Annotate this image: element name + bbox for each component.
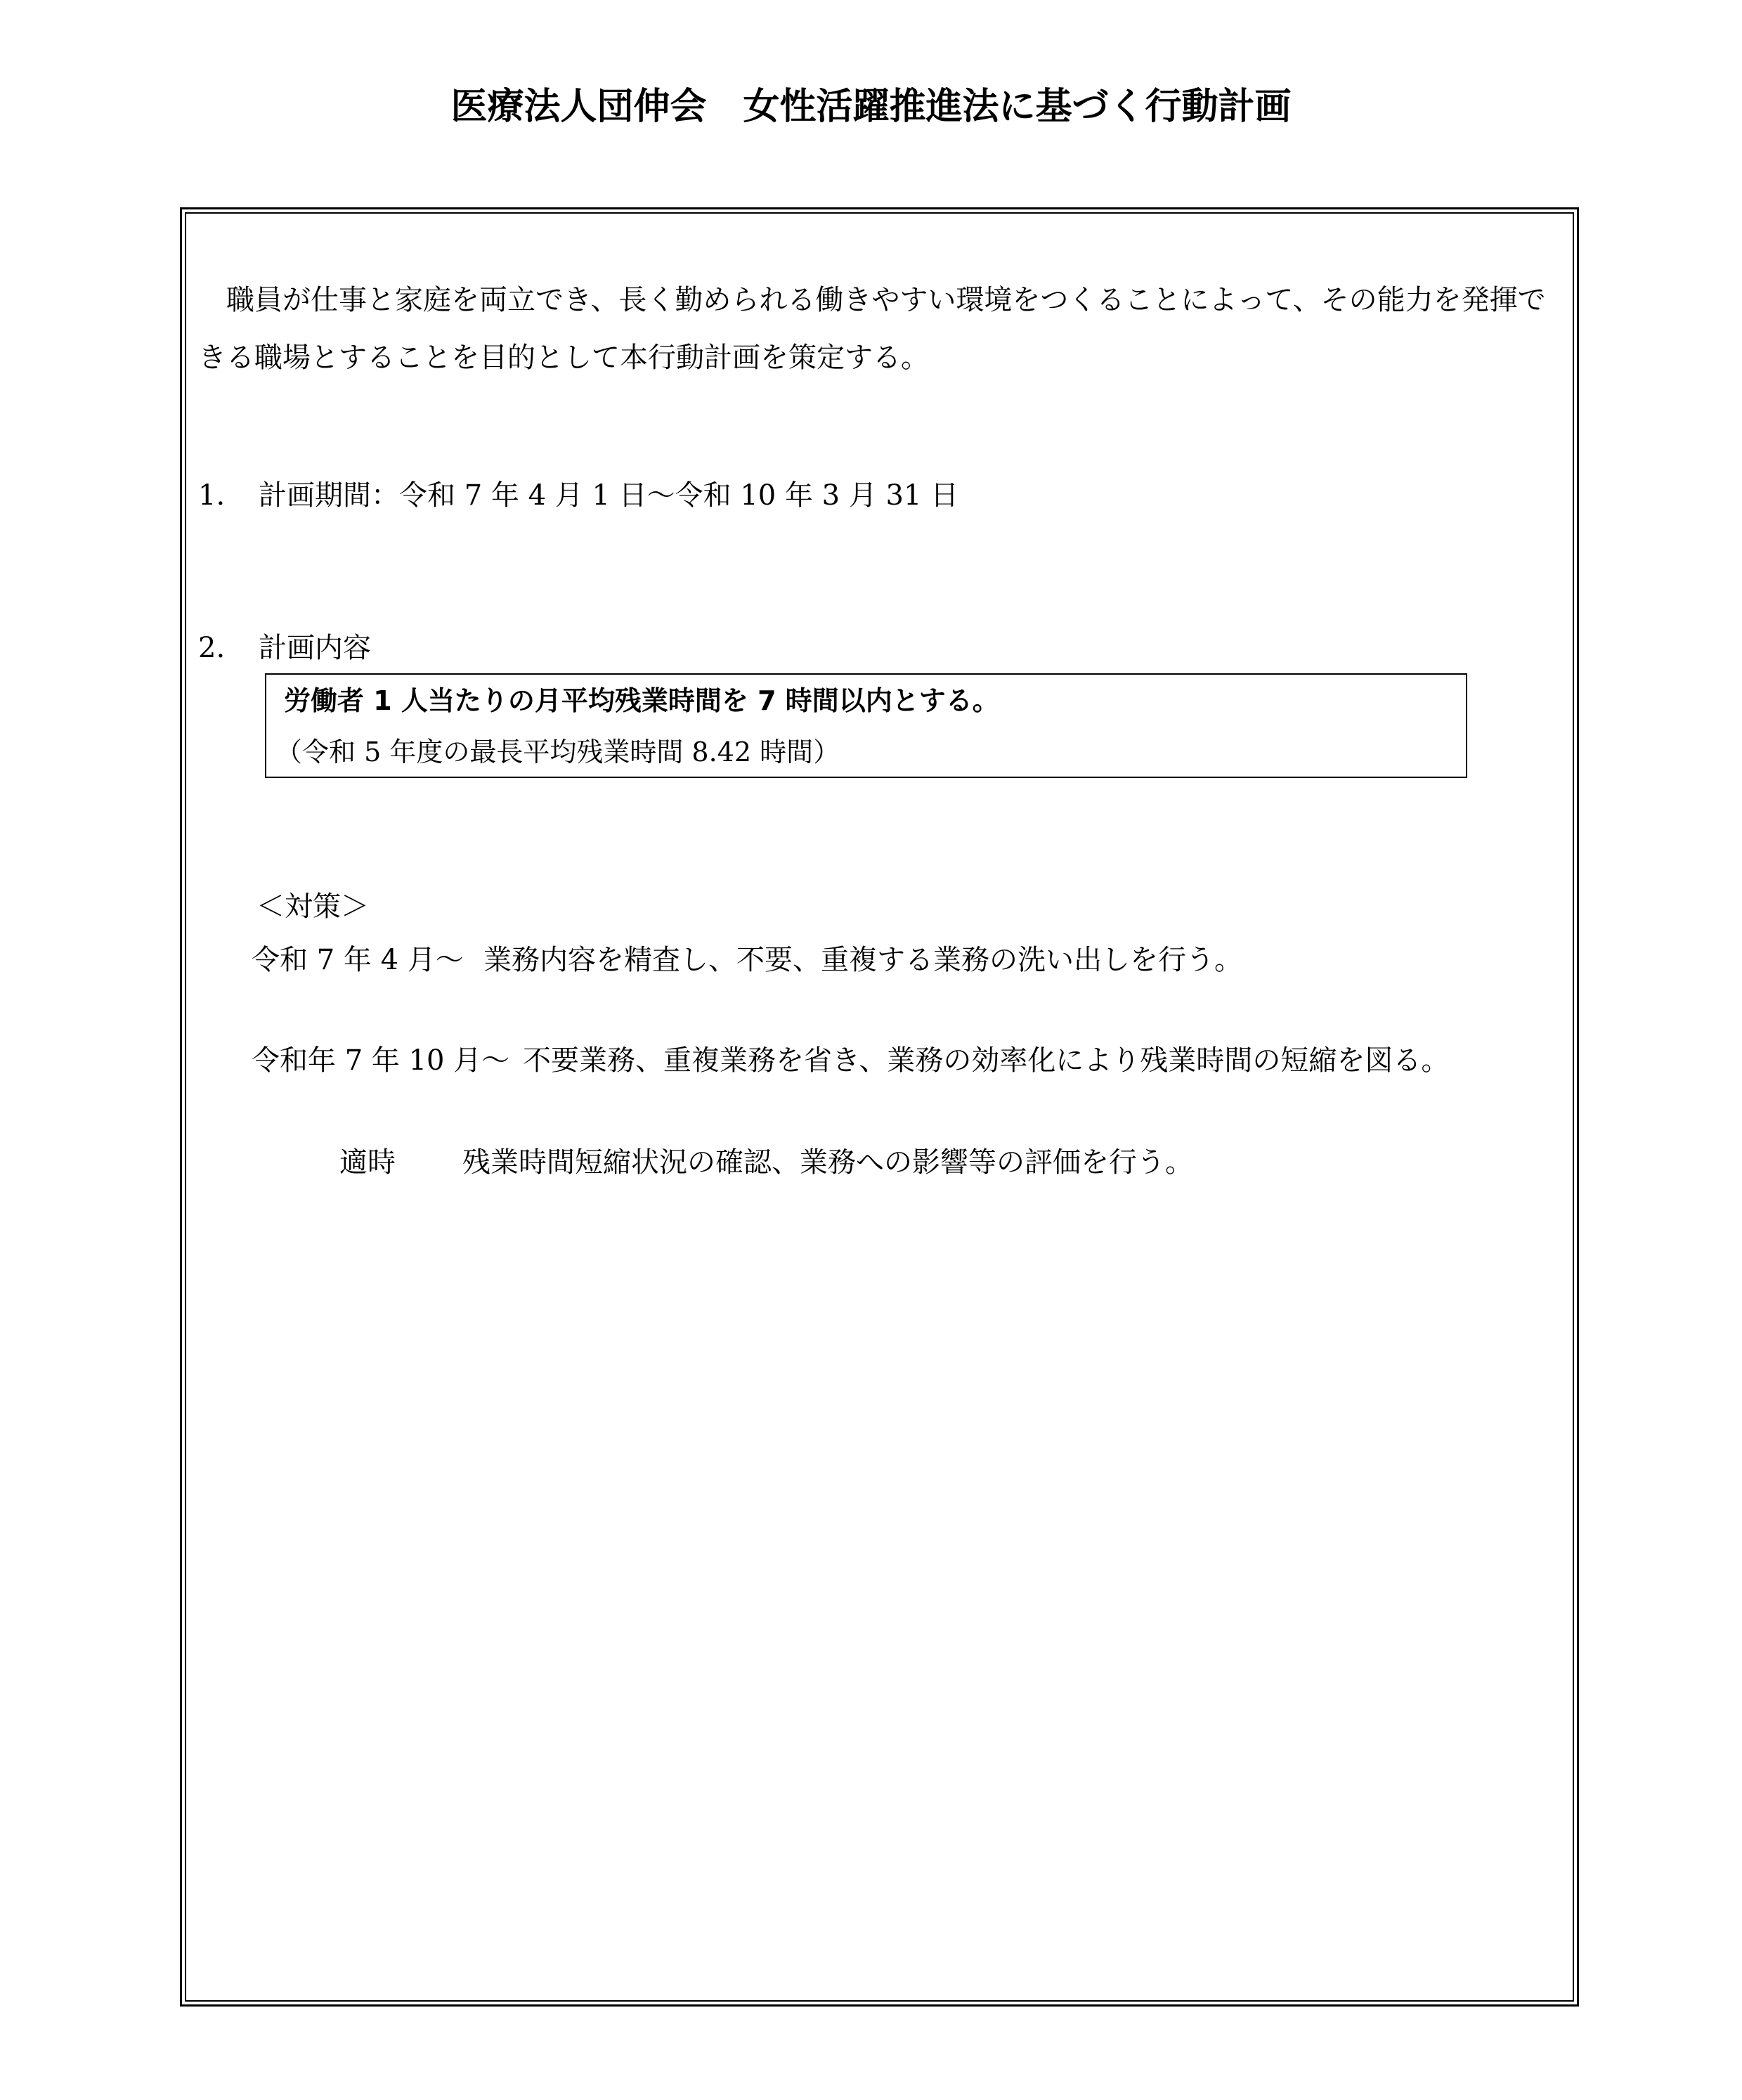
section-2-number: 2.: [198, 632, 226, 664]
measure-3-when: 適時: [339, 1146, 396, 1179]
measure-2-when: 令和年 7 年 10 月～: [252, 1044, 510, 1077]
plan-period-text: 計画期間：令和 7 年 4 月 1 日～令和 10 年 3 月 31 日: [259, 479, 959, 512]
goal-note: （令和 5 年度の最長平均残業時間 8.42 時間）: [275, 737, 840, 767]
measure-1-what: 業務内容を精査し、不要、重複する業務の洗い出しを行う。: [483, 944, 1242, 976]
measure-2-what: 不要業務、重複業務を省き、業務の効率化により残業時間の短縮を図る。: [523, 1044, 1450, 1077]
plan-content-heading: 計画内容: [259, 632, 371, 664]
measure-1-when: 令和 7 年 4 月～: [252, 944, 464, 976]
measures-heading: ＜対策＞: [256, 890, 369, 923]
section-1-number: 1.: [198, 479, 226, 512]
document-title: 医療法人団伸会 女性活躍推進法に基づく行動計画: [450, 86, 1292, 128]
intro-paragraph: 職員が仕事と家庭を両立でき、長く勤められる働きやすい環境をつくることによって、その能力を発揮できる職場とすることを目的として本行動計画を策定する。: [198, 284, 1546, 374]
measure-3-what: 残業時間短縮状況の確認、業務への影響等の評価を行う。: [462, 1146, 1193, 1179]
goal-statement: 労働者 1 人当たりの月平均残業時間を 7 時間以内とする。: [284, 685, 999, 716]
